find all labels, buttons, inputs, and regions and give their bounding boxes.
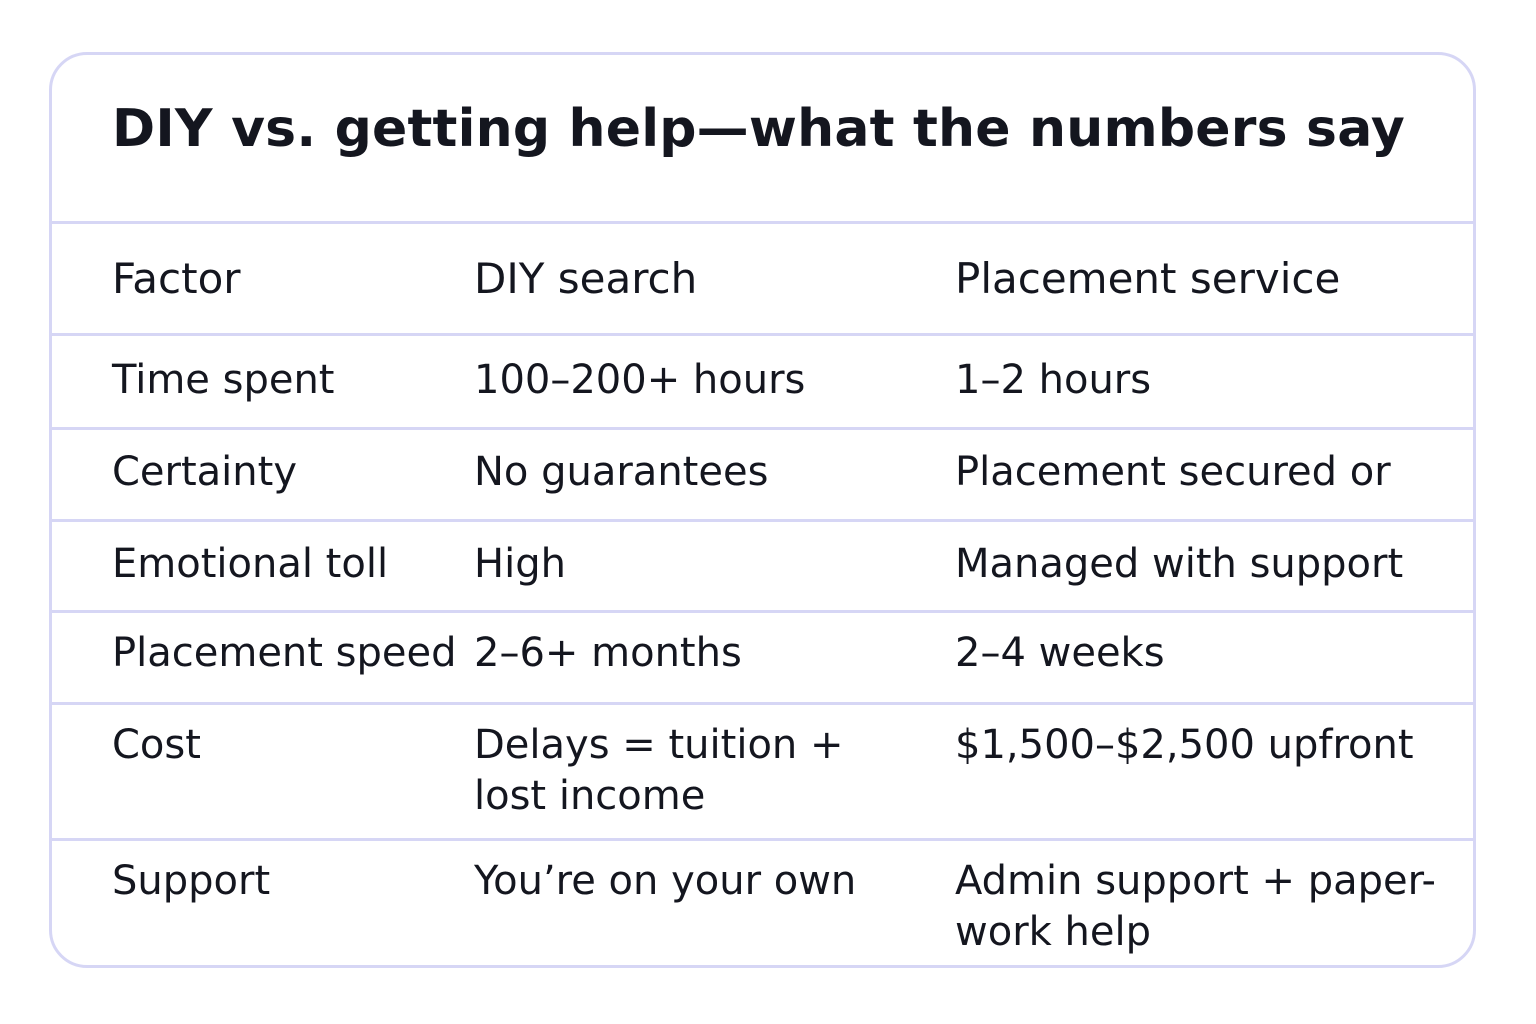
table-row [52,333,1473,427]
factor-cell: Time spent [112,357,335,403]
diy-cell: 2–6+ months [474,630,742,676]
factor-cell: Cost [112,722,201,768]
column-header-service: Placement service [955,254,1341,303]
table-row [52,838,1473,968]
page-title: DIY vs. getting help—what the numbers say [112,99,1405,159]
service-cell: 1–2 hours [955,357,1152,403]
column-header-diy: DIY search [474,254,698,303]
diy-cell: You’re on your own [474,858,857,904]
table-row [52,610,1473,702]
factor-cell: Certainty [112,449,297,495]
diy-cell: Delays = tuition + [474,722,844,768]
table-header-row [52,221,1473,333]
service-cell: 2–4 weeks [955,630,1165,676]
diy-cell: High [474,541,566,587]
factor-cell: Emotional toll [112,541,389,587]
factor-cell: Support [112,858,271,904]
factor-cell: Placement speed [112,630,457,676]
diy-cell: 100–200+ hours [474,357,806,403]
service-cell-line2: work help [955,909,1151,955]
comparison-card [49,52,1476,968]
service-cell: Placement secured or [955,449,1391,495]
table-row [52,519,1473,610]
table-row [52,427,1473,519]
service-cell: Managed with support [955,541,1404,587]
column-header-factor: Factor [112,254,241,303]
table-row [52,702,1473,838]
diy-cell-line2: lost income [474,773,706,819]
service-cell: Admin support + paper- [955,858,1436,904]
diy-cell: No guarantees [474,449,769,495]
service-cell: $1,500–$2,500 upfront [955,722,1414,768]
